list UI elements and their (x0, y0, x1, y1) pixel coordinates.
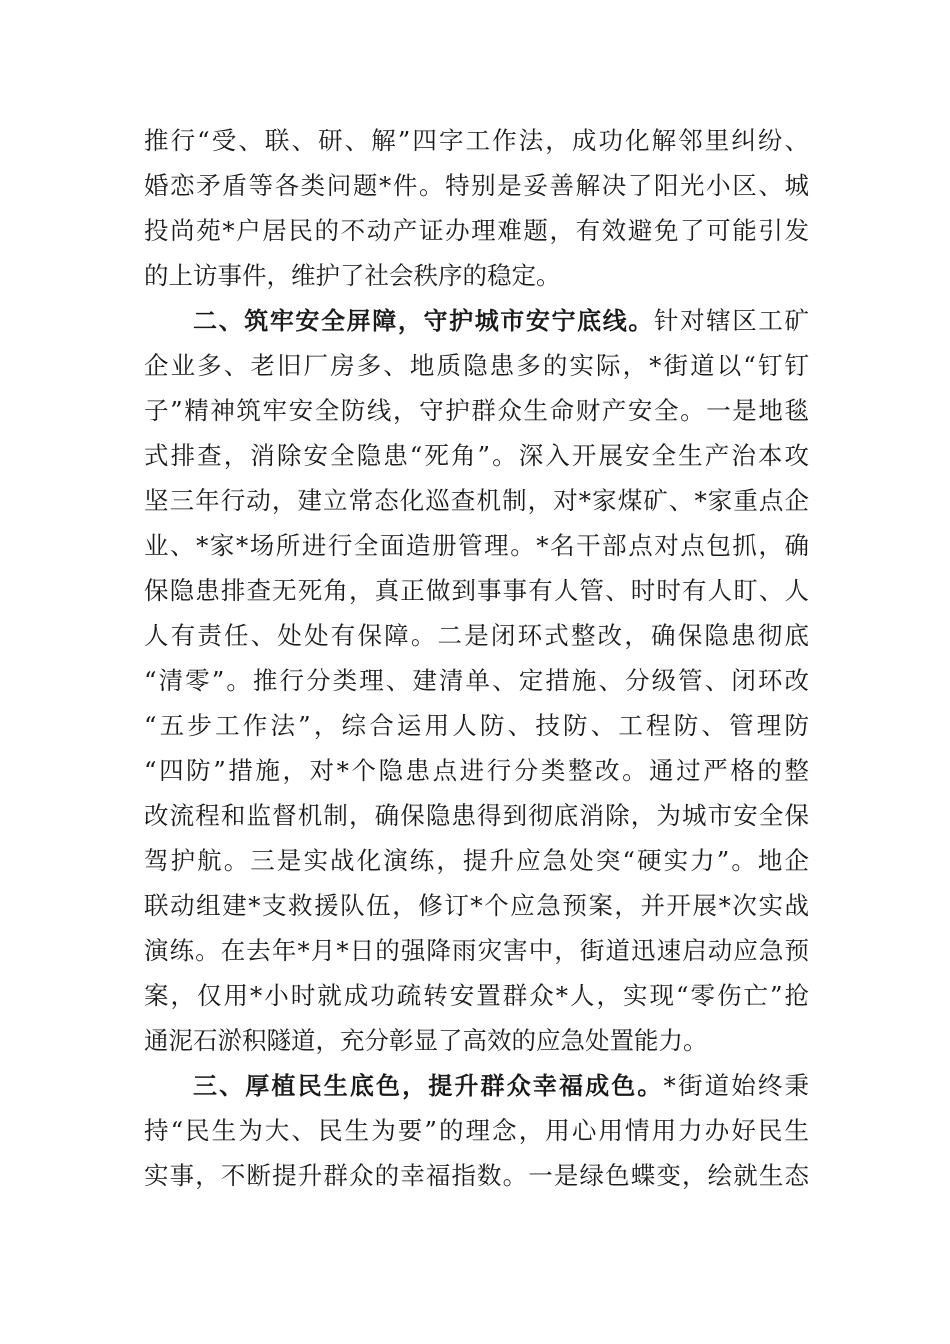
section-3-heading: 三、厚植民生底色，提升群众幸福成色。 (193, 1072, 664, 1100)
section-2-heading: 二、筑牢安全屏障，守护城市安宁底线。 (193, 307, 654, 335)
paragraph-line: 持“民生为大、民生为要”的理念，用心用情用力办好民生 (144, 1116, 809, 1145)
paragraph-line: 联动组建*支救援队伍，修订*个应急预案，并开展*次实战 (144, 891, 809, 920)
section-3-first-line (193, 1064, 809, 1108)
paragraph-line: “五步工作法”，综合运用人防、技防、工程防、管理防 (144, 711, 809, 740)
paragraph-line: 实事，不断提升群众的幸福指数。一是绿色蝶变，绘就生态 (144, 1161, 809, 1190)
paragraph-line: “清零”。推行分类理、建清单、定措施、分级管、闭环改 (144, 666, 809, 695)
paragraph-line: 保隐患排查无死角，真正做到事事有人管、时时有人盯、人 (144, 576, 809, 605)
paragraph-line: 的上访事件，维护了社会秩序的稳定。 (144, 261, 561, 290)
paragraph-line: 演练。在去年*月*日的强降雨灾害中，街道迅速启动应急预 (144, 936, 809, 965)
paragraph-line: 推行“受、联、研、解”四字工作法，成功化解邻里纠纷、 (144, 126, 809, 155)
paragraph-line: 案，仅用*小时就成功疏转安置群众*人，实现“零伤亡”抢 (144, 981, 809, 1010)
paragraph-line: 投尚苑*户居民的不动产证办理难题，有效避免了可能引发 (144, 216, 809, 245)
paragraph-line: 婚恋矛盾等各类问题*件。特别是妥善解决了阳光小区、城 (144, 171, 809, 200)
paragraph-line: 坚三年行动，建立常态化巡查机制，对*家煤矿、*家重点企 (144, 486, 809, 515)
paragraph-line: 人有责任、处处有保障。二是闭环式整改，确保隐患彻底 (144, 621, 809, 650)
paragraph-line: 式排查，消除安全隐患“死角”。深入开展安全生产治本攻 (144, 441, 809, 470)
section-3-lead: *街道始终秉 (663, 1071, 810, 1100)
paragraph-line: 企业多、老旧厂房多、地质隐患多的实际，*街道以“钉钉 (144, 351, 809, 380)
paragraph-line: 驾护航。三是实战化演练，提升应急处突“硬实力”。地企 (144, 846, 809, 875)
section-2-first-line (193, 299, 809, 343)
section-2-lead: 针对辖区工矿 (653, 306, 810, 335)
paragraph-line: 通泥石淤积隧道，充分彰显了高效的应急处置能力。 (144, 1026, 708, 1055)
paragraph-line: 子”精神筑牢安全防线，守护群众生命财产安全。一是地毯 (144, 396, 809, 425)
paragraph-line: 业、*家*场所进行全面造册管理。*名干部点对点包抓，确 (144, 531, 809, 560)
paragraph-line: “四防”措施，对*个隐患点进行分类整改。通过严格的整 (144, 756, 809, 785)
paragraph-line: 改流程和监督机制，确保隐患得到彻底消除，为城市安全保 (144, 801, 809, 830)
